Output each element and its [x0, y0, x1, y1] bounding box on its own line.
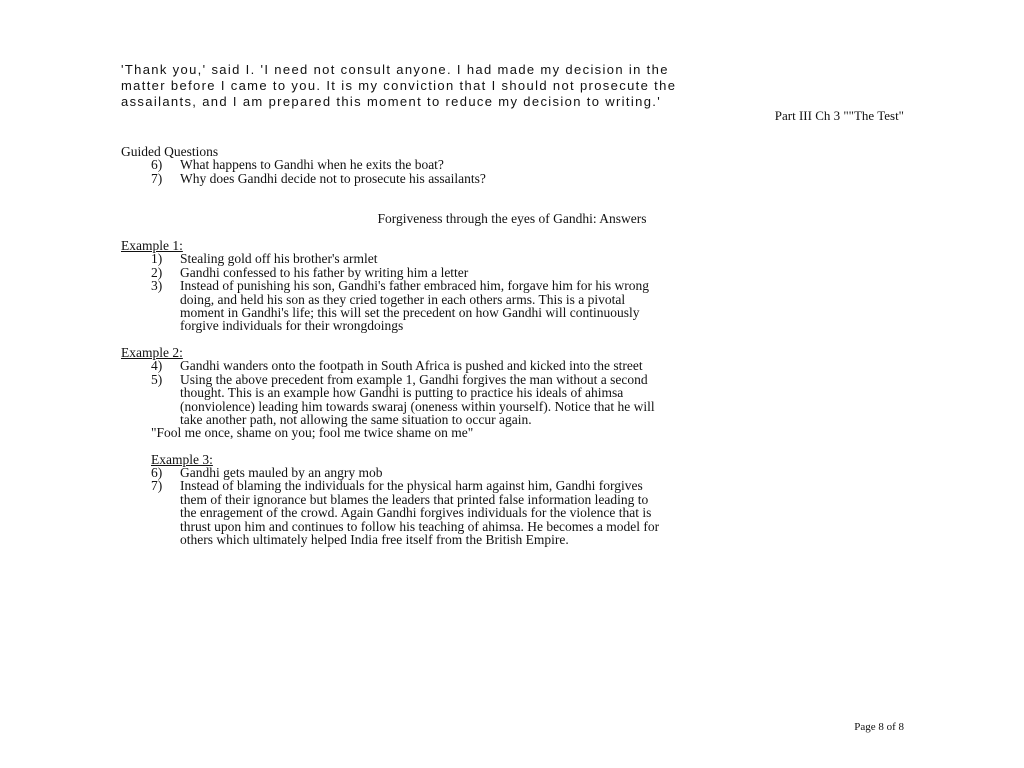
- item-text: Gandhi confessed to his father by writing him a letter: [180, 264, 469, 280]
- quote-line: assailants, and I am prepared this moment to reduce my decision to writing.': [121, 94, 662, 109]
- item-text: Stealing gold off his brother's armlet: [180, 251, 378, 267]
- list-item: [121, 172, 486, 185]
- item-text: Gandhi wanders onto the footpath in South Africa is pushed and kicked into the street: [180, 358, 643, 374]
- item-number: 3): [151, 278, 163, 294]
- example-2-section: [121, 346, 655, 440]
- list-item: [121, 479, 659, 546]
- item-number: 7): [151, 478, 163, 494]
- item-text-line: take another path, not allowing the same situation to occur again.: [180, 412, 532, 428]
- list-item: [121, 466, 659, 479]
- quote-line: 'Thank you,' said I. 'I need not consult anyone. I had made my decision in the: [121, 62, 669, 77]
- item-number: 4): [151, 358, 163, 374]
- guided-questions-section: [121, 145, 486, 185]
- quote-citation: Part III Ch 3 ""The Test": [774, 108, 904, 123]
- list-item: [121, 252, 649, 265]
- list-item: [121, 373, 655, 427]
- guided-questions-heading: Guided Questions: [121, 144, 219, 159]
- item-text-line: (nonviolence) leading him towards swaraj (oneness within yourself). Notice that he will: [180, 398, 655, 414]
- item-number: 6): [151, 465, 163, 480]
- example-3-heading: Example 3:: [151, 452, 213, 467]
- item-text-line: forgive individuals for their wrongdoings: [180, 318, 404, 334]
- quote-block: [121, 62, 904, 110]
- item-text-line: Instead of punishing his son, Gandhi's father embraced him, forgave him for his wrong: [180, 278, 649, 294]
- item-text-line: Instead of blaming the individuals for the physical harm against him, Gandhi forgives: [180, 478, 643, 494]
- item-text: What happens to Gandhi when he exits the boat?: [180, 157, 444, 173]
- example-2-heading: Example 2:: [121, 345, 183, 360]
- list-item: [121, 359, 655, 372]
- item-number: 7): [151, 170, 163, 186]
- example-3-list: [121, 466, 659, 546]
- item-text-line: doing, and held his son as they cried together in each others arms. This is a pivotal: [180, 291, 626, 307]
- item-text-line: Using the above precedent from example 1, Gandhi forgives the man without a second: [180, 371, 648, 387]
- item-text-line: them of their ignorance but blames the leaders that printed false information leading to: [180, 491, 649, 507]
- item-text-line: thrust upon him and continues to follow his teaching of ahimsa. He becomes a model for: [180, 518, 660, 534]
- item-number: 1): [151, 251, 163, 267]
- list-item: [121, 279, 649, 333]
- example-1-heading: Example 1:: [121, 238, 183, 253]
- page-number: Page 8 of 8: [854, 721, 904, 733]
- item-number: 6): [151, 157, 163, 173]
- list-item: [121, 266, 649, 279]
- quote-line: matter before I came to you. It is my conviction that I should not prosecute the: [121, 78, 677, 93]
- item-text-line: moment in Gandhi's life; this will set the precedent on how Gandhi will continuously: [180, 305, 640, 321]
- answers-title: Forgiveness through the eyes of Gandhi: Answers: [377, 211, 647, 226]
- saying-text: "Fool me once, shame on you; fool me twice shame on me": [151, 425, 474, 441]
- item-number: 2): [151, 264, 163, 280]
- item-text: Gandhi gets mauled by an angry mob: [180, 465, 383, 480]
- example-1-section: [121, 239, 649, 333]
- list-item: [121, 158, 486, 171]
- item-text-line: thought. This is an example how Gandhi is putting to practice his ideals of ahimsa: [180, 385, 624, 401]
- item-number: 5): [151, 371, 163, 387]
- item-text-line: the enragement of the crowd. Again Gandhi forgives individuals for the violence that is: [180, 505, 652, 521]
- item-text-line: others which ultimately helped India free itself from the British Empire.: [180, 532, 569, 548]
- item-text: Why does Gandhi decide not to prosecute his assailants?: [180, 170, 486, 186]
